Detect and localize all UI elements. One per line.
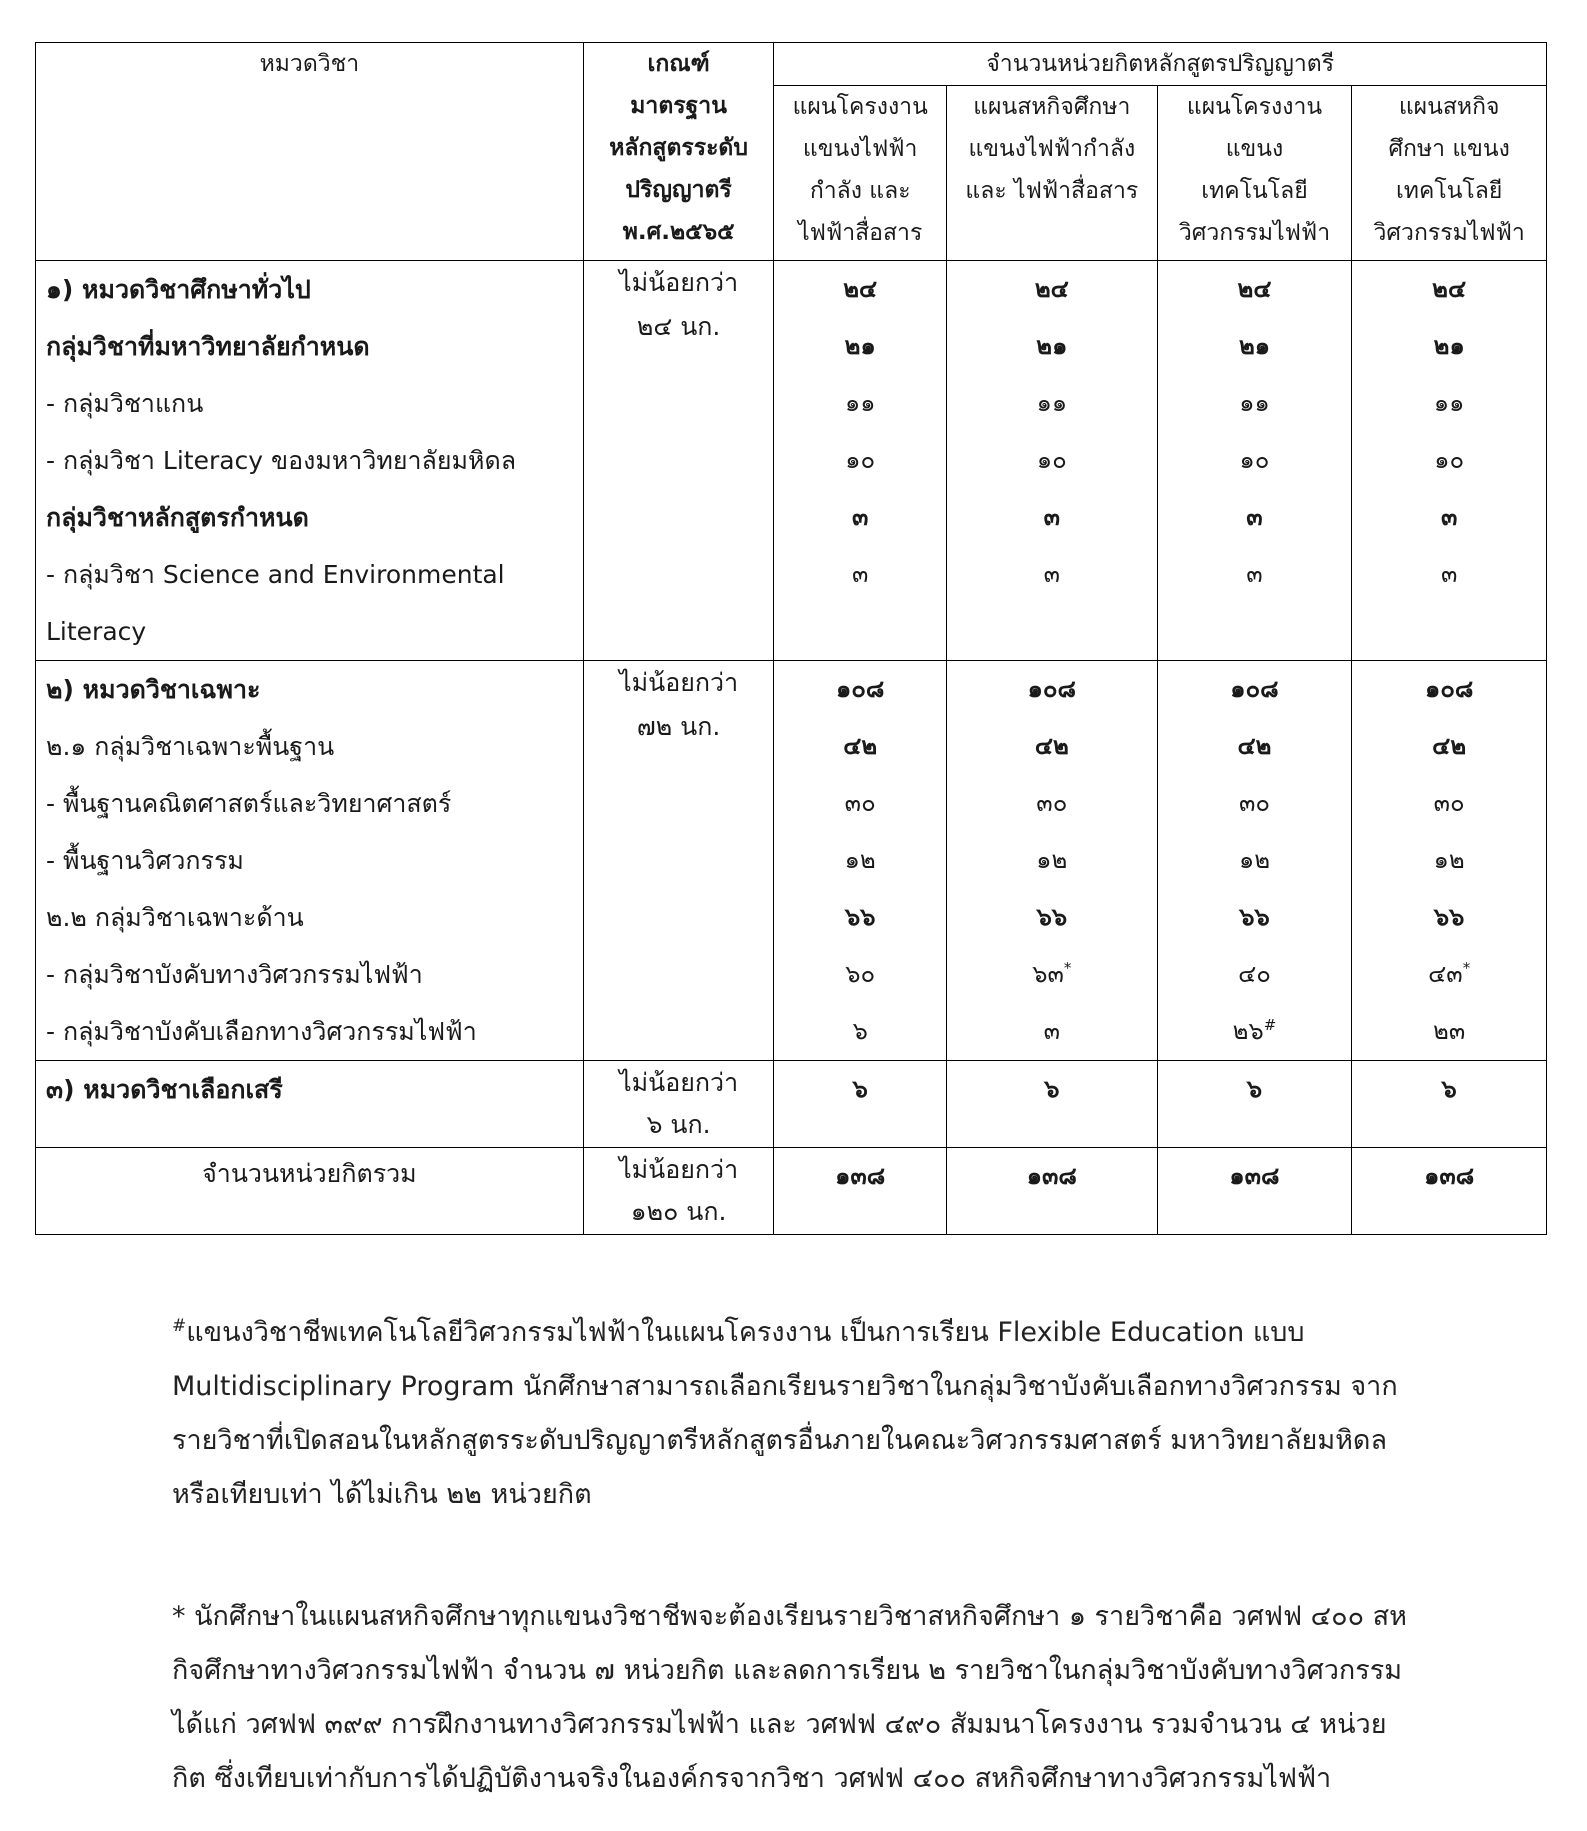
credit-value: ๒๓ [1433, 1017, 1466, 1045]
credit-value: ๑๐ [1036, 446, 1067, 474]
standard-line: ไม่น้อยกว่า [619, 1068, 739, 1097]
credit-value: ๒๔ [1237, 275, 1272, 303]
credit-value: ๓ [852, 560, 869, 588]
credit-value: ๓ [1043, 503, 1061, 531]
col-plan-3 [1157, 1061, 1352, 1148]
header-plan-line: แผนสหกิจ [1398, 94, 1500, 120]
total-value: ๑๓๘ [1229, 1162, 1280, 1190]
credit-value: ๓๐ [1238, 789, 1271, 817]
footnote-line: กิต ซึ่งเทียบเท่ากับการได้ปฏิบัติงานจริงในองค์กรจากวิชา วศฟฟ ๔๐๐ สหกิจศึกษาทางวิศวกรรมไฟฟ้า [172, 1763, 1332, 1794]
section-specific-courses [36, 661, 1547, 1061]
standard-line: ๖ นก. [646, 1110, 711, 1139]
row-label: - กลุ่มวิชา Science and Environmental [46, 560, 505, 589]
credit-value: ๖๓* [1032, 959, 1072, 988]
header-plan-line: แผนโครงงาน [792, 94, 928, 120]
header-plan-line: แขนง [1225, 136, 1284, 162]
footnote-marker: # [1263, 1016, 1277, 1034]
credit-value: ๑๐ [1239, 446, 1270, 474]
total-standard [583, 1148, 774, 1235]
col-plan-1 [774, 1061, 947, 1148]
row-label: ๒.๑ กลุ่มวิชาเฉพาะพื้นฐาน [46, 732, 335, 761]
section-labels [36, 261, 584, 661]
credit-value: ๓ [1246, 503, 1263, 531]
total-value: ๑๓๘ [835, 1162, 886, 1190]
row-label: - กลุ่มวิชาแกน [46, 389, 204, 418]
credit-value: ๒๔ [843, 275, 878, 303]
credit-value: ๖ [852, 1017, 868, 1045]
credit-value: ๖ [1441, 1075, 1457, 1103]
credit-value: ๓ [1043, 560, 1061, 588]
col-plan-4 [1352, 261, 1547, 661]
credit-value: ๑๒ [1036, 846, 1068, 874]
section-general-education [36, 261, 1547, 661]
credit-value: ๔๐ [1238, 960, 1271, 988]
col-plan-2 [946, 261, 1157, 661]
total-value: ๑๓๘ [1026, 1162, 1077, 1190]
footnote-line: รายวิชาที่เปิดสอนในหลักสูตรระดับปริญญาตรีหลักสูตรอื่นภายในคณะวิศวกรรมศาสตร์ มหาวิทยาลัยมหิดล [172, 1425, 1388, 1456]
credit-value: ๑๑ [1433, 389, 1465, 417]
credit-value: ๓ [1440, 503, 1458, 531]
credit-value: ๖ [852, 1075, 868, 1103]
standard-line: ๒๔ นก. [636, 312, 721, 341]
total-label: จำนวนหน่วยกิตรวม [36, 1148, 584, 1235]
col-plan-4 [1352, 1061, 1547, 1148]
section-standard [583, 661, 774, 1061]
credit-value: ๖๖ [1239, 903, 1270, 931]
row-label: - กลุ่มวิชาบังคับทางวิศวกรรมไฟฟ้า [46, 960, 423, 989]
credit-value: ๔๓* [1428, 959, 1471, 988]
total-plan-4 [1352, 1148, 1547, 1235]
credit-value: ๔๒ [1034, 732, 1069, 760]
section-standard [583, 1061, 774, 1148]
header-credits-group-label: จำนวนหน่วยกิตหลักสูตรปริญญาตรี [986, 51, 1335, 77]
col-plan-1 [774, 261, 947, 661]
footnote-hash [172, 1306, 1412, 1522]
header-standard-line: หลักสูตรระดับ [609, 135, 748, 161]
standard-line: ไม่น้อยกว่า [619, 668, 739, 697]
col-plan-3 [1157, 261, 1352, 661]
header-plan-line: กำลัง และ [809, 178, 911, 204]
col-plan-2 [946, 661, 1157, 1061]
footnote-star [172, 1590, 1412, 1806]
header-plan-line: แผนสหกิจศึกษา [973, 94, 1131, 120]
section-labels [36, 1061, 584, 1148]
total-plan-3 [1157, 1148, 1352, 1235]
row-label: - พื้นฐานคณิตศาสตร์และวิทยาศาสตร์ [46, 789, 452, 818]
row-label: - พื้นฐานวิศวกรรม [46, 846, 244, 875]
section-free-electives [36, 1061, 1547, 1148]
row-label: - กลุ่มวิชา Literacy ของมหาวิทยาลัยมหิดล [46, 446, 517, 475]
credit-value: ๔๒ [1237, 732, 1272, 760]
total-plan-1 [774, 1148, 947, 1235]
header-plan-project-tech [1157, 86, 1352, 261]
credit-value: ๒๑ [1433, 332, 1465, 360]
credit-value: ๑๑ [844, 389, 876, 417]
col-plan-3 [1157, 661, 1352, 1061]
credit-value: ๖๖ [844, 903, 876, 931]
header-standard [583, 43, 774, 261]
credit-value: ๑๒ [844, 846, 876, 874]
credit-value: ๓ [1043, 1017, 1061, 1045]
standard-line: ไม่น้อยกว่า [619, 268, 739, 297]
header-plan-coop-tech [1352, 86, 1547, 261]
credit-value: ๑๑ [1036, 389, 1068, 417]
credit-value: ๑๒ [1433, 846, 1465, 874]
credit-value: ๑๑ [1239, 389, 1270, 417]
credit-value: ๑๐๘ [836, 675, 885, 703]
row-label: กลุ่มวิชาที่มหาวิทยาลัยกำหนด [46, 332, 370, 361]
header-standard-line: เกณฑ์ [647, 51, 710, 77]
credit-value: ๖๐ [845, 960, 876, 988]
header-plan-line: ไฟฟ้าสื่อสาร [798, 220, 923, 246]
credit-value: ๑๒ [1238, 846, 1271, 874]
header-plan-line: แผนโครงงาน [1186, 94, 1323, 120]
credit-value: ๖ [1044, 1075, 1060, 1103]
credit-value: ๒๔ [1034, 275, 1069, 303]
credit-value: ๖๖ [1433, 903, 1465, 931]
header-plan-line: แขนงไฟฟ้า [802, 136, 918, 162]
section-labels [36, 661, 584, 1061]
credit-value: ๒๑ [1036, 332, 1068, 360]
header-plan-line: เทคโนโลยี [1201, 178, 1308, 204]
total-row [36, 1148, 1547, 1235]
header-credits-group [774, 43, 1547, 86]
header-plan-line: และ ไฟฟ้าสื่อสาร [965, 178, 1139, 204]
credit-value: ๑๐๘ [1027, 675, 1077, 703]
credit-value: ๖๖ [1036, 903, 1068, 931]
row-label: กลุ่มวิชาหลักสูตรกำหนด [46, 503, 309, 532]
credit-value: ๑๐๘ [1424, 675, 1474, 703]
header-standard-line: ปริญญาตรี [625, 177, 732, 203]
col-plan-1 [774, 661, 947, 1061]
credit-value: ๓ [1246, 560, 1263, 588]
row-label: - กลุ่มวิชาบังคับเลือกทางวิศวกรรมไฟฟ้า [46, 1017, 477, 1046]
credit-value: ๔๒ [843, 732, 878, 760]
credit-value: ๒๖# [1232, 1016, 1277, 1045]
footnote-hash-mark: # [172, 1316, 187, 1336]
credit-value: ๓๐ [844, 789, 876, 817]
row-label: ๑) หมวดวิชาศึกษาทั่วไป [46, 275, 311, 304]
header-category [36, 43, 584, 261]
credit-value: ๑๐ [845, 446, 876, 474]
standard-line: ๑๒๐ นก. [630, 1197, 727, 1226]
credit-value: ๒๔ [1432, 275, 1467, 303]
credit-value: ๑๐ [1434, 446, 1465, 474]
row-label: ๒) หมวดวิชาเฉพาะ [46, 675, 261, 704]
credit-value: ๓ [852, 503, 869, 531]
credit-value: ๖ [1246, 1075, 1263, 1103]
credit-value: ๓๐ [1433, 789, 1465, 817]
credit-value: ๒๑ [1238, 332, 1271, 360]
header-plan-line: วิศวกรรมไฟฟ้า [1178, 220, 1331, 246]
col-plan-2 [946, 1061, 1157, 1148]
footnote-line: * นักศึกษาในแผนสหกิจศึกษาทุกแขนงวิชาชีพจะต้องเรียนรายวิชาสหกิจศึกษา ๑ รายวิชาคือ วศฟฟ ๔๐๐ สห [172, 1601, 1407, 1632]
header-plan-line: วิศวกรรมไฟฟ้า [1373, 220, 1525, 246]
footnote-line: Multidisciplinary Program นักศึกษาสามารถเลือกเรียนรายวิชาในกลุ่มวิชาบังคับเลือกทางวิศวกรรม จาก [172, 1371, 1398, 1402]
credit-value: ๑๐๘ [1230, 675, 1279, 703]
standard-line: ๗๒ นก. [636, 712, 721, 741]
header-plan-coop-power-comm [946, 86, 1157, 261]
header-plan-line: แขนงไฟฟ้ากำลัง [968, 136, 1136, 162]
footnote-marker: * [1462, 959, 1471, 977]
credit-value: ๓ [1440, 560, 1458, 588]
header-standard-line: มาตรฐาน [630, 93, 727, 119]
footnote-marker: * [1063, 959, 1072, 977]
footnote-line: ได้แก่ วศฟฟ ๓๙๙ การฝึกงานทางวิศวกรรมไฟฟ้า และ วศฟฟ ๔๙๐ สัมมนาโครงงาน รวมจำนวน ๔ หน่วย [172, 1709, 1387, 1740]
credit-value: ๔๒ [1432, 732, 1467, 760]
col-plan-4 [1352, 661, 1547, 1061]
row-label: ๓) หมวดวิชาเลือกเสรี [46, 1075, 283, 1104]
credit-value: ๓๐ [1036, 789, 1068, 817]
row-label: ๒.๒ กลุ่มวิชาเฉพาะด้าน [46, 903, 304, 932]
footnote-line: หรือเทียบเท่า ได้ไม่เกิน ๒๒ หน่วยกิต [172, 1479, 592, 1510]
footnote-text: แขนงวิชาชีพเทคโนโลยีวิศวกรรมไฟฟ้าในแผนโครงงาน เป็นการเรียน Flexible Education แบบ [186, 1317, 1305, 1348]
credit-structure-table [35, 42, 1547, 1235]
header-category-label: หมวดวิชา [259, 51, 360, 77]
row-label: Literacy [46, 617, 147, 646]
footnote-line: กิจศึกษาทางวิศวกรรมไฟฟ้า จำนวน ๗ หน่วยกิต และลดการเรียน ๒ รายวิชาในกลุ่มวิชาบังคับทางวิศวกรรม [172, 1655, 1403, 1686]
credit-value: ๒๑ [844, 332, 876, 360]
total-value: ๑๓๘ [1424, 1162, 1475, 1190]
footnote-line [172, 1306, 1412, 1360]
header-standard-line: พ.ศ.๒๕๖๕ [622, 219, 735, 245]
header-plan-line: ศึกษา แขนง [1388, 136, 1510, 162]
section-standard [583, 261, 774, 661]
header-plan-project-power-comm [774, 86, 947, 261]
total-plan-2 [946, 1148, 1157, 1235]
header-plan-line: เทคโนโลยี [1395, 178, 1503, 204]
standard-line: ไม่น้อยกว่า [619, 1155, 739, 1184]
